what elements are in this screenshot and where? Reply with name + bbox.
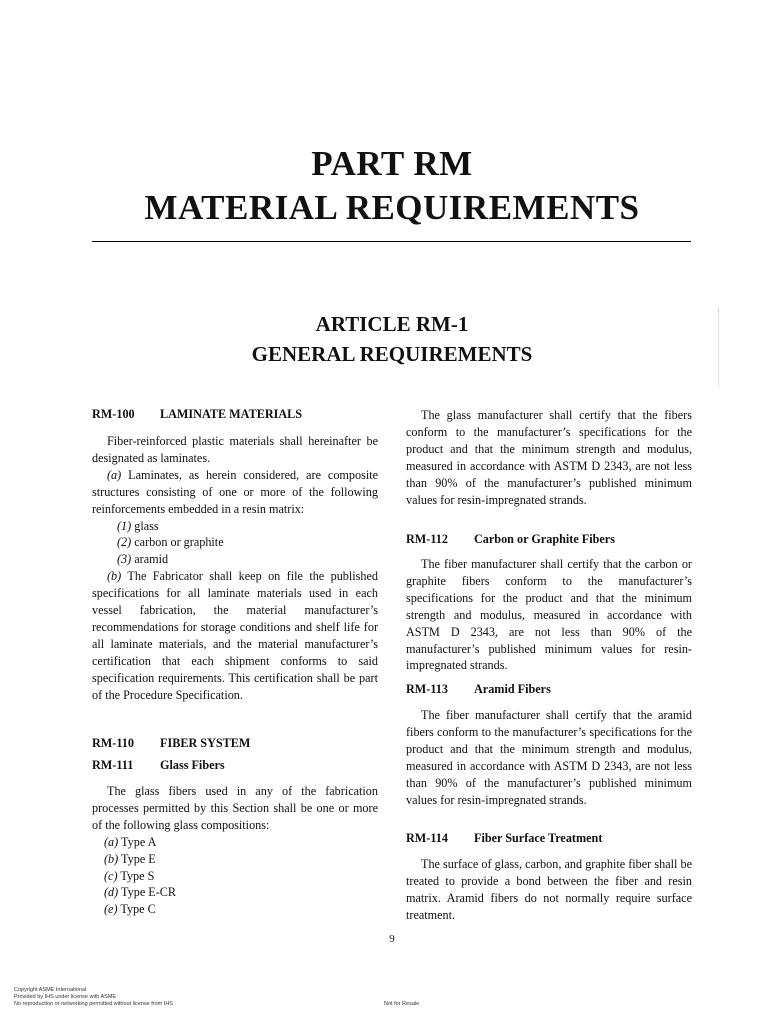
rm111-number: RM-111 [92, 758, 134, 772]
part-title-line1: PART RM [311, 144, 473, 183]
rm114-text: The surface of glass, carbon, and graphite fiber shall be treated to provide a bond between the fiber and resin matrix. Aramid fibers do not normally require surface treatment. [406, 857, 692, 922]
rm113-heading [406, 682, 692, 697]
list-item: (b) Type E [104, 851, 156, 866]
rm113-number: RM-113 [406, 682, 448, 696]
rm110-title: FIBER SYSTEM [160, 736, 251, 750]
margin-marks [718, 308, 723, 388]
footer-license [14, 987, 173, 1008]
rm111-heading [92, 758, 378, 773]
rm110-heading [92, 736, 378, 751]
rm100-title: LAMINATE MATERIALS [160, 407, 303, 421]
rm100-b-label: (b) [107, 569, 122, 584]
glass-certification-text: The glass manufacturer shall certify that the fibers conform to the manufacturer’s specifications for the product and that the minimum strength and modulus, measured in accordance with ASTM D 2343, are not less than 90% of the manufacturer’s published minimum values for resin-impregnated strands. [406, 408, 692, 507]
part-title [0, 142, 768, 230]
rm112-title: Carbon or Graphite Fibers [474, 532, 615, 546]
rm113-title: Aramid Fibers [474, 682, 551, 696]
rm100-b-text: The Fabricator shall keep on file the published specifications for all laminate materials used in each vessel fabrication, the material manufacturer’s recommendations for storage conditions and shelf life for all laminate materials, and the material manufacturer’s certification that each shipment conforms to said specification requirements. This certification shall be part of the Procedure Specification. [92, 569, 379, 702]
rm100-para-b [92, 568, 378, 703]
article-title-line1: ARTICLE RM-1 [315, 312, 469, 336]
rm100-heading [92, 407, 378, 422]
list-item: (3) aramid [117, 552, 169, 567]
rm112-text: The fiber manufacturer shall certify that the carbon or graphite fibers conform to the manufacturer’s specifications for the product and that the minimum strength and modulus, measured in accordance with ASTM D 2343, are not less than 90% of the manufacturer’s published minimum values for resin-impregnated strands. [406, 557, 692, 673]
rm114-heading [406, 831, 692, 846]
page-number: 9 [389, 933, 395, 945]
rm114-body [406, 856, 692, 924]
list-item: (2) carbon or graphite [117, 535, 224, 550]
rm112-body [406, 556, 692, 674]
list-item: (c) Type S [104, 868, 155, 883]
rm100-body [92, 433, 378, 704]
rm100-para-a [92, 467, 378, 518]
article-title [0, 309, 768, 369]
rm111-body [92, 783, 378, 918]
rm110-number: RM-110 [92, 736, 134, 750]
footer-line2: Provided by IHS under license with ASME [14, 994, 117, 1000]
rm112-number: RM-112 [406, 532, 448, 546]
footer-line3: No reproduction or networking permitted without license from IHS [14, 1001, 173, 1007]
rm113-body [406, 707, 692, 808]
list-item: (1) glass [117, 518, 159, 533]
rm100-a-text: Laminates, as herein considered, are composite structures consisting of one or more of the following reinforcements embedded in a resin matrix: [92, 467, 378, 516]
rm114-title: Fiber Surface Treatment [474, 831, 603, 845]
rm114-number: RM-114 [406, 831, 448, 845]
article-title-line2: GENERAL REQUIREMENTS [251, 342, 533, 366]
rm100-a-label: (a) [107, 467, 122, 482]
rm100-intro: Fiber-reinforced plastic materials shall hereinafter be designated as laminates. [92, 434, 378, 465]
list-item: (a) Type A [104, 834, 157, 849]
rm112-heading [406, 532, 692, 547]
list-item: (d) Type E-CR [104, 885, 177, 900]
title-rule [92, 241, 691, 242]
rm111-text: The glass fibers used in any of the fabrication processes permitted by this Section shall be one or more of the following glass compositions: [92, 784, 378, 832]
rm111-title: Glass Fibers [160, 758, 225, 772]
list-item: (e) Type C [104, 902, 156, 917]
footer-line1: Copyright ASME International [14, 987, 87, 993]
rm100-number: RM-100 [92, 407, 135, 421]
rm113-text: The fiber manufacturer shall certify that the aramid fibers conform to the manufacturer’s specifications for the product and that the minimum strength and modulus, measured in accordance with ASTM D 2343, are not less than 90% of the manufacturer’s published minimum values for resin-impregnated strands. [406, 708, 692, 807]
footer-not-for-resale: Not for Resale [384, 1001, 420, 1007]
part-title-line2: MATERIAL REQUIREMENTS [144, 188, 640, 227]
